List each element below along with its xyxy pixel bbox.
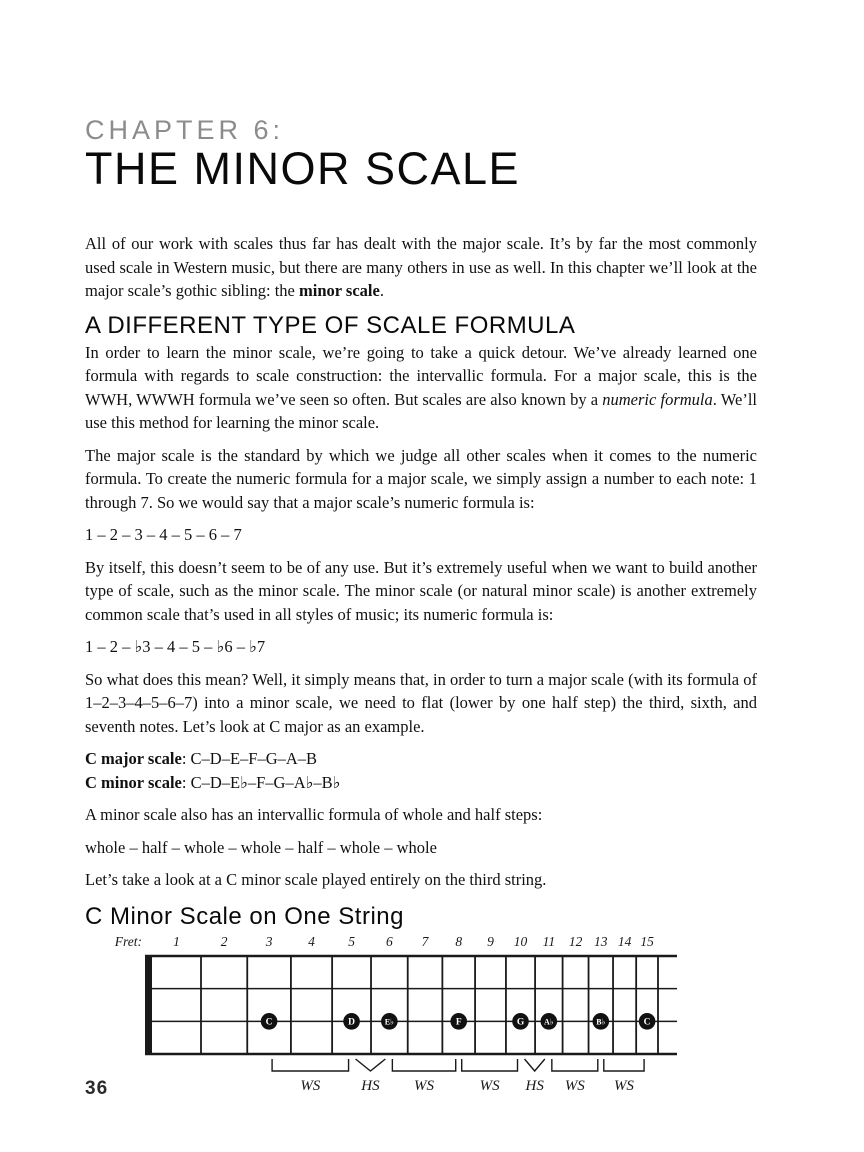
text-run: All of our work with scales thus far has dealt with the major scale. It’s by far the most commonly used scale in Western music, but there are many others in use as well. In this chapter we’ll look at the major scale’s gothic sibling: the	[85, 234, 757, 300]
chapter-kicker: CHAPTER 6:	[85, 115, 285, 145]
text-run: So what does this mean? Well, it simply means that, in order to turn a major scale (with its formula of 1–2–3–4–5–6–7) into a minor scale, we need to flat (lower by one half step) the third, sixth, and seventh notes. Let’s look at C major as an example.	[85, 669, 757, 736]
step-label: WS	[414, 1077, 435, 1094]
interval-formula: whole – half – whole – whole – half – whole – whole	[85, 837, 437, 857]
italic-text: numeric formula	[602, 389, 713, 409]
whole-step-bracket	[552, 1059, 598, 1071]
paragraph-standard	[85, 444, 757, 515]
fretboard-diagram	[97, 932, 757, 1105]
diagram-heading: C Minor Scale on One String	[85, 902, 404, 930]
fretboard-svg	[97, 932, 697, 1100]
page-number: 36	[85, 1078, 109, 1099]
section-heading: A DIFFERENT TYPE OF SCALE FORMULA	[85, 311, 576, 339]
text-run: In order to learn the minor scale, we’re going to take a quick detour. We’ve already learned one formula with regards to scale construction: the intervallic formula. For a major scale, this is the WWH, WWWH formula we’ve seen so often. But scales are also known by a	[85, 342, 757, 409]
fret-number: 1	[173, 933, 180, 949]
step-label: WS	[479, 1077, 500, 1094]
nut	[145, 955, 152, 1055]
fret-number: 2	[220, 933, 228, 949]
fret-caption: Fret:	[114, 933, 142, 949]
text-run: .	[379, 281, 384, 300]
note-dot-label: A♭	[544, 1017, 554, 1027]
fret-number: 3	[265, 933, 273, 949]
text-run: A minor scale also has an intervallic formula of whole and half steps:	[85, 805, 543, 824]
step-label: WS	[300, 1077, 321, 1094]
text-run: . We’ll use this method for learning the minor scale.	[85, 389, 757, 432]
paragraph-so-what	[85, 668, 757, 739]
fret-number: 6	[385, 933, 393, 949]
whole-step-bracket	[272, 1059, 348, 1071]
step-label: WS	[613, 1077, 634, 1094]
c-major-scale-line	[85, 747, 757, 771]
bold-text: minor scale	[299, 281, 380, 300]
note-dot-label: D	[348, 1017, 356, 1028]
fret-number: 5	[348, 933, 355, 949]
half-step-chevron	[356, 1059, 386, 1071]
text-run: By itself, this doesn’t seem to be of any use. But it’s extremely useful when we want to build another type of scale, such as the minor scale. The minor scale (or natural minor scale) is another extremely common scale that’s used in all styles of music; its numeric formula is:	[85, 557, 757, 624]
note-dot-label: C	[643, 1017, 651, 1028]
text-run: The major scale is the standard by which we judge all other scales when it comes to the numeric formula. To create the numeric formula for a major scale, we simply assign a number to each note: 1 through 7. So we would say that a major scale’s numeric formula is:	[85, 445, 757, 512]
note-dot-label: G	[516, 1017, 525, 1028]
fret-number: 10	[513, 933, 528, 949]
note-dot-label: B♭	[596, 1017, 606, 1027]
whole-step-bracket	[604, 1059, 644, 1071]
half-step-chevron	[525, 1059, 545, 1071]
note-dot-label: C	[265, 1017, 273, 1028]
note-dot-label: F	[455, 1017, 462, 1028]
fret-number: 14	[617, 933, 632, 949]
step-label: HS	[361, 1077, 380, 1094]
fret-number: 7	[421, 933, 429, 949]
bold-text: C major scale	[85, 749, 182, 768]
chapter-title: THE MINOR SCALE	[85, 143, 521, 194]
paragraph-lets-take	[85, 868, 757, 892]
text-run: : C–D–E–F–G–A–B	[181, 749, 318, 768]
minor-numeric-formula: 1 – 2 – ♭3 – 4 – 5 – ♭6 – ♭7	[85, 637, 266, 656]
fret-number: 9	[487, 933, 494, 949]
text-run: Let’s take a look at a C minor scale played entirely on the third string.	[85, 870, 547, 889]
paragraph-intervallic	[85, 803, 757, 827]
c-minor-scale-line	[85, 771, 757, 795]
fret-number: 11	[542, 933, 556, 949]
fret-number: 4	[308, 933, 315, 949]
major-numeric-formula: 1 – 2 – 3 – 4 – 5 – 6 – 7	[85, 525, 242, 544]
scale-spelling-list	[85, 747, 757, 794]
paragraph-detour	[85, 341, 757, 435]
paragraph-by-itself	[85, 556, 757, 627]
intro-paragraph	[85, 232, 757, 303]
bold-text: C minor scale	[85, 772, 182, 792]
fret-number: 12	[568, 933, 583, 949]
whole-step-bracket	[392, 1059, 455, 1071]
note-dot-label: E♭	[384, 1017, 394, 1027]
fret-number: 15	[640, 933, 654, 949]
text-run: : C–D–E♭–F–G–A♭–B♭	[181, 772, 341, 792]
step-label: WS	[564, 1077, 585, 1094]
step-label: HS	[525, 1077, 544, 1094]
fret-number: 8	[455, 933, 463, 949]
whole-step-bracket	[462, 1059, 518, 1071]
fret-number: 13	[594, 933, 608, 949]
